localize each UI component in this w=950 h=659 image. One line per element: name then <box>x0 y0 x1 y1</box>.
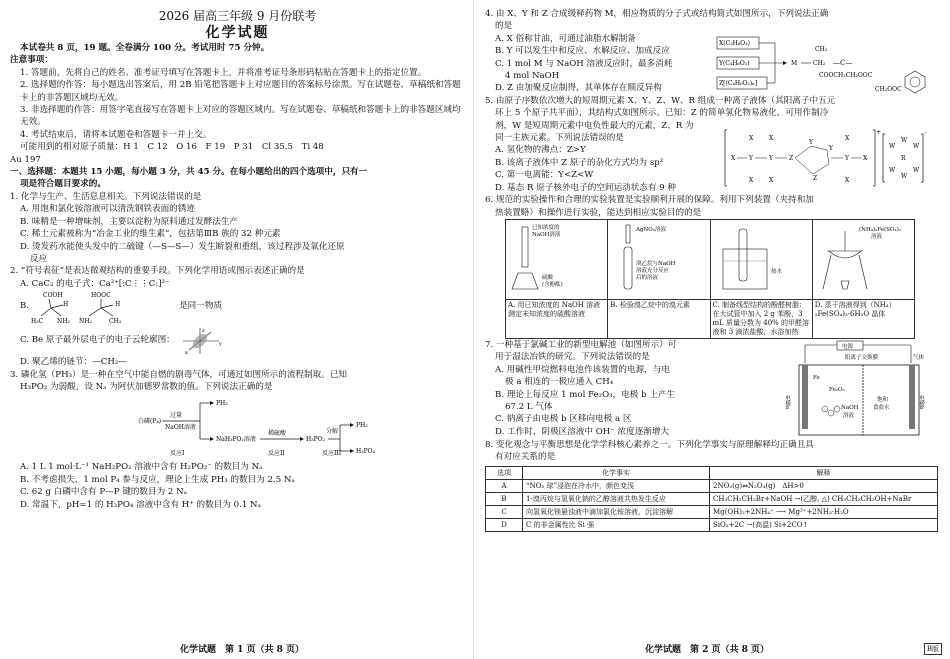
q8-cell: 2NO₂(g)⇌N₂O₄(g) ΔH>0 <box>710 479 938 492</box>
fig-x: X(C₃H₈O₃) <box>719 39 750 47</box>
lbl-naoh: NaOH <box>841 404 859 411</box>
page-2 <box>475 0 950 659</box>
q1-option-a: A. 用饱和氯化铵溶液可以清洗钢铁表面的锈迹 <box>20 204 195 215</box>
lbl-brine: 饱和 <box>877 396 889 403</box>
q8-cell: SiO₂+2C →(高温) Si+2CO↑ <box>710 518 938 531</box>
flow-r2: 反应II <box>268 450 285 458</box>
flow-r1: 反应I <box>170 450 185 458</box>
flow-r3: 反应III <box>322 450 342 458</box>
atom-z: Z <box>789 154 794 162</box>
q1-option-b: B. 味精是一种增味剂，主要以淀粉为原料通过发酵法生产 <box>20 216 239 227</box>
test-tube-apparatus <box>610 221 706 295</box>
q8-header: 化学事实 <box>523 466 710 479</box>
flow-ph3: PH₃ <box>216 400 228 408</box>
lbl-b3: 溶液充分反应 <box>636 267 670 274</box>
q8-cell: 向氢氧化镁悬浊液中滴加氯化铵溶液，沉淀溶解 <box>523 505 710 518</box>
q1-stem: 1. 化学与生产、生活息息相关。下列说法错误的是 <box>10 191 202 202</box>
atom-w2: W <box>913 142 920 150</box>
q3-flow-diagram <box>10 393 465 457</box>
q8-cell: B <box>486 492 523 505</box>
lbl-a4: (含酚酞) <box>542 281 563 288</box>
q4-option-b: B. Y 可以发生中和反应、水解反应、加成反应 <box>495 46 670 57</box>
q8-stem-cont: 有对应关系的是 <box>495 452 556 463</box>
atom-y4: Y <box>829 144 833 152</box>
q5-body <box>485 120 938 194</box>
flow-h3po2: H₃PO₂ <box>306 436 325 444</box>
q6-option-c: C. 制备线型结构的酚醛树脂：在大试管中加入 2 g 苯酚，3 mL 质量分数为 40% 的甲醛溶液和 3 滴浓盐酸，水浴加热 <box>710 299 812 338</box>
q1-option-d-cont: 反应 <box>30 253 48 264</box>
q5-line-1: 5. 由原子序数依次增大的短周期元素 X、Y、Z、W、R 组成一种离子液体（其阳离子中五元 <box>485 95 836 106</box>
flow-nah2po2: NaH₂PO₂溶液 <box>216 436 256 444</box>
q7-option-a: A. 用碱性甲烷燃料电池作该装置的电源，与电 <box>495 364 670 375</box>
atom-x6: X <box>769 176 774 184</box>
subject-title: 化学试题 <box>205 25 270 41</box>
water-bath-apparatus <box>713 221 809 295</box>
mol-nh2: NH₂ <box>57 318 70 326</box>
q6-cell-d-fig <box>812 219 914 299</box>
atom-w6: W <box>901 172 908 180</box>
mol-ch3: CH₃ <box>109 318 122 326</box>
q4-option-d: D. Z 由加聚反应制得，其单体存在顺反异构 <box>495 83 662 94</box>
q3-option-d: D. 常温下，pH=1 的 H₃PO₄ 溶液中含有 H⁺ 的数目为 0.1 Nₐ <box>20 499 261 510</box>
q1-option-d: D. 烫发药水能使头发中的二硫键（—S—S—）发生断裂和重组，该过程涉及氧化还原 <box>20 241 345 252</box>
lbl-a1: 已知浓度的 <box>532 224 560 231</box>
q7-option-c: C. 钠离子由电极 b 区移向电极 a 区 <box>495 414 632 425</box>
notice-item: 4. 考试结束后，请将本试题卷和答题卡一并上交。 <box>20 129 212 140</box>
atom-w5: W <box>901 136 908 144</box>
notices-title: 注意事项： <box>10 55 53 66</box>
q5-line-2: 环上 5 个原子共平面），其结构式如图所示。已知：Z 的简单氢化物易液化，可用作制冷 <box>495 108 829 119</box>
q4-option-c-cont: 4 mol NaOH <box>505 71 560 82</box>
lbl-electrode-b: 电极b <box>918 394 924 410</box>
fig-ch2ooc: CH₂OOC <box>875 85 902 93</box>
atom-w1: W <box>889 142 896 150</box>
q7-stem: 7. 一种基于氯碱工业的新型电解池（如图所示）可 <box>485 339 677 350</box>
q2-option-c-text: C. Be 原子最外层电子的电子云轮廓图： <box>20 335 175 346</box>
q4-stem-cont: 的是 <box>495 21 513 32</box>
lbl-b4: 后的溶液 <box>636 274 659 281</box>
q8-cell: “NO₂ 球”浸泡在冷水中，颜色变浅 <box>523 479 710 492</box>
footer-right: 化学试题 第 2 页（共 8 页） <box>645 645 770 655</box>
fig-z: Z[(C₄H₆O₂)ₙ] <box>719 79 758 87</box>
svg-text:—C—: —C— <box>833 58 853 67</box>
q6-option-b: B. 检验溴乙烷中的溴元素 <box>608 299 710 338</box>
q7-electrolysis-cell <box>785 339 933 439</box>
flow-ph3-b: PH₃ <box>356 422 368 430</box>
q6-cell-b-fig <box>608 219 710 299</box>
q2-option-a: A. CaC₂ 的电子式：Ca²⁺[:C⋮⋮C:]²⁻ <box>20 278 170 289</box>
q1-option-c: C. 稀土元素被称为“冶金工业的维生素”，包括第ⅢB 族的 32 种元素 <box>20 229 281 240</box>
lbl-a2: NaOH溶液 <box>532 231 561 238</box>
mol-h3c: H₃C <box>31 318 44 326</box>
q6-stem-cont: 热装置略）和操作进行实验，能达到相应实验目的的是 <box>495 207 702 218</box>
flow-naoh: NaOH溶液 <box>165 424 196 432</box>
q3-option-b: B. 不考虑损失，1 mol P₄ 参与反应，理论上生成 PH₃ 的数目为 2.5 Nₐ <box>20 474 295 485</box>
fig-ch2: CH₂ <box>813 59 826 67</box>
fig-m: M <box>791 59 798 67</box>
q2-option-b <box>10 290 465 326</box>
lbl-c1: 热水 <box>770 268 782 275</box>
q5-line-3: 剂，W 是短周期元素中电负性最大的元素，Z、R 为 <box>495 120 694 131</box>
atom-z2: Z <box>813 174 818 182</box>
q4-options <box>485 33 715 95</box>
q8-cell: 1-溴丙烷与氢氧化钠的乙醇溶液共热发生反应 <box>523 492 710 505</box>
q7-stem-cont: 用于湿法冶铁的研究。下列说法错误的是 <box>495 352 650 363</box>
q4-body <box>485 33 938 95</box>
lbl-fe2o3: Fe₂O₃ <box>829 386 845 393</box>
q8-cell: A <box>486 479 523 492</box>
q5-option-b: B. 该离子液体中 Z 原子的杂化方式均为 sp² <box>495 157 664 168</box>
flow-decomp: 分解 <box>326 428 339 436</box>
lbl-membrane: 阳离子交换膜 <box>845 354 879 361</box>
q8-cell: C <box>486 505 523 518</box>
q3-stem: 3. 磷化氢（PH₃）是一种在空气中能自燃的剧毒气体，可通过如图所示的流程制取。已知 <box>10 369 348 380</box>
atomic-masses-cont: Au 197 <box>10 154 41 165</box>
page-divider <box>473 0 474 659</box>
q3-option-a: A. 1 L 1 mol·L⁻¹ NaH₂PO₂ 溶液中含有 H₂PO₂⁻ 的数目为 Nₐ <box>20 462 263 473</box>
q5-text <box>485 120 725 194</box>
lbl-d2: 溶液 <box>870 233 882 240</box>
notice-item: 1. 答题前，先将自己的姓名、准考证号填写在答题卡上，并将准考证号条形码粘贴在答题卡上的指定位置。 <box>20 67 427 78</box>
lbl-fe: Fe <box>813 374 820 381</box>
titration-apparatus <box>508 221 604 295</box>
atom-x3: X <box>749 134 754 142</box>
section1-title: 一、选择题：本题共 15 小题，每小题 3 分，共 45 分。在每小题给出的四个选项中，只有一 <box>10 167 368 178</box>
exam-title: 2026 届高三年级 9 月份联考 <box>158 9 317 23</box>
table-row <box>486 492 938 505</box>
axis-x: x <box>184 350 188 357</box>
mol-h: H <box>63 301 69 309</box>
q7-option-b: B. 理论上每反应 1 mol Fe₂O₃，电极 b 上产生 <box>495 389 676 400</box>
evaporation-apparatus <box>815 221 911 295</box>
atom-y3: Y <box>809 138 813 146</box>
q2-option-b-label: B. <box>20 301 30 312</box>
q4-option-a: A. X 俗称甘油，可通过油脂水解制备 <box>495 33 636 44</box>
table-row <box>486 505 938 518</box>
version-badge: B版 <box>924 643 942 655</box>
flow-h3po4: H₃PO₄ <box>356 448 375 456</box>
cation-charge: + <box>876 128 882 136</box>
atom-w3: W <box>889 166 896 174</box>
electron-cloud-figure <box>175 326 225 356</box>
q8-cell: CH₃CH₂CH₂Br+NaOH →(乙醇, △) CH₃CH₂CH₂OH+NaBr <box>710 492 938 505</box>
table-row <box>486 479 938 492</box>
atom-x5: X <box>749 176 754 184</box>
lbl-gas: 气体 <box>913 354 925 361</box>
q6-cell-c-fig <box>710 219 812 299</box>
q8-header: 解释 <box>710 466 938 479</box>
lbl-brine2: 食盐水 <box>873 404 890 411</box>
q2-option-c <box>10 326 465 356</box>
q7-option-d: D. 工作时，阴极区溶液中 OH⁻ 浓度逐渐增大 <box>495 426 670 437</box>
q5-option-a: A. 氢化物的沸点：Z>Y <box>495 145 586 156</box>
atom-w4: W <box>913 166 920 174</box>
lbl-d1: (NH₄)₂Fe(SO₄)₂ <box>858 226 901 233</box>
lbl-electrode-a: 电极a <box>784 394 790 410</box>
q4-structure-figure <box>715 33 935 95</box>
q5-ionic-liquid-structure <box>725 120 935 194</box>
q7-body <box>485 339 938 439</box>
q7-option-b-cont: 67.2 L 气体 <box>505 401 553 412</box>
lbl-soln: 溶液 <box>843 412 855 419</box>
q8-cell: Mg(OH)₂+2NH₄⁺ ⟶ Mg²⁺+2NH₃·H₂O <box>710 505 938 518</box>
flow-excess: 过量 <box>170 412 183 420</box>
q6-stem: 6. 规范的实验操作和合理的实验装置是实验顺利开展的保障。利用下列装置（夹持和加 <box>485 195 814 206</box>
q2-option-b-suffix: 是同一物质 <box>179 301 223 312</box>
atom-x8: X <box>845 176 850 184</box>
atom-y: Y <box>749 154 753 162</box>
lbl-b1: AgNO₃溶液 <box>636 226 667 233</box>
q7-text <box>485 339 785 439</box>
q3-stem-cont: H₃PO₂ 为弱酸，设 Nₐ 为阿伏加德罗常数的值。下列说法正确的是 <box>20 381 273 392</box>
q8-cell: C 的非金属性比 Si 强 <box>523 518 710 531</box>
q5-option-c: C. 第一电离能：Y<Z<W <box>495 170 594 181</box>
q8-stem: 8. 变化观念与平衡思想是化学学科核心素养之一。下列化学事实与原理解释均正确且具 <box>485 439 814 450</box>
q5-option-d: D. 基态 R 原子核外电子的空间运动状态有 9 种 <box>495 182 677 193</box>
atom-x4: X <box>769 134 774 142</box>
fig-cooch: COOCH₂CH₂OOC <box>819 71 873 79</box>
notice-item: 3. 非选择题的作答：用签字笔直接写在答题卡上对应的答题区域内。写在试题卷、草稿纸和答题卡上的非答题区域均无效。 <box>20 105 461 128</box>
atom-y2: Y <box>769 154 773 162</box>
q8-header: 选项 <box>486 466 523 479</box>
mol-hooc: HOOC <box>91 292 111 300</box>
atomic-masses: 可能用到的相对原子质量：H 1 C 12 O 16 F 19 P 31 Cl 35.5 Ti 48 <box>20 142 324 153</box>
q6-apparatus-table <box>505 219 915 339</box>
q7-option-a-cont: 极 a 相连的一极应通入 CH₄ <box>505 377 614 388</box>
axis-z: z <box>201 328 205 335</box>
q4-stem: 4. 由 X、Y 和 Z 合成缓释药物 M，相应物质的分子式或结构简式如图所示，下列说法正确 <box>485 9 829 19</box>
flow-h2so4: 稀硫酸 <box>268 430 287 438</box>
q8-cell: D <box>486 518 523 531</box>
atom-x: X <box>731 154 736 162</box>
q8-table <box>485 466 938 532</box>
lbl-b2: 溴乙烷与NaOH <box>636 260 676 267</box>
atom-x7: X <box>845 134 850 142</box>
lbl-power: 电源 <box>842 343 854 350</box>
notice-item: 2. 选择题的作答：每小题选出答案后，用 2B 铅笔把答题卡上对应题目的答案标号涂黑。写在试题卷、草稿纸和答题卡上的非答题区域均无效。 <box>20 80 461 103</box>
q6-option-d: D. 蒸干溶液得到（NH₄）₂Fe(SO₄)₂·6H₂O 晶体 <box>812 299 914 338</box>
q2-stem: 2. “符号表征”是表达微观结构的重要手段。下列化学用语或图示表述正确的是 <box>10 266 305 277</box>
exam-meta: 本试卷共 8 页，19 题。全卷满分 100 分。考试用时 75 分钟。 <box>20 43 270 53</box>
q4-option-c: C. 1 mol M 与 NaOH 溶液反应时，最多消耗 <box>495 58 673 69</box>
mol-h2: H <box>115 301 121 309</box>
q5-line-4: 同一主族元素。下列说法错误的是 <box>495 133 624 144</box>
table-row <box>486 518 938 531</box>
q6-option-a: A. 用已知浓度的 NaOH 溶液测定未知浓度的硫酸溶液 <box>506 299 608 338</box>
anion-charge: ⁻ <box>924 130 928 138</box>
atom-r: R <box>901 154 906 162</box>
axis-y: y <box>218 341 222 348</box>
fig-y: Y(C₄H₆O₂) <box>719 59 750 67</box>
q6-cell-a-fig <box>506 219 608 299</box>
section1-title-cont: 项是符合题目要求的。 <box>20 179 106 190</box>
q2-enantiomer-structures <box>29 290 179 326</box>
mol-cooh: COOH <box>43 292 63 300</box>
fig-ch3: CH₃ <box>815 45 828 53</box>
lbl-a3: 硫酸 <box>542 274 554 281</box>
atom-x2: X <box>863 154 868 162</box>
footer-left: 化学试题 第 1 页（共 8 页） <box>180 645 305 655</box>
q2-option-d: D. 聚乙烯的链节：—CH₂— <box>20 357 127 368</box>
flow-start: 白磷(P₄) <box>138 418 162 426</box>
atom-y5: Y <box>845 154 849 162</box>
q3-option-c: C. 62 g 白磷中含有 P—P 键的数目为 2 Nₐ <box>20 487 187 498</box>
mol-nh2-2: NH₂ <box>79 318 92 326</box>
